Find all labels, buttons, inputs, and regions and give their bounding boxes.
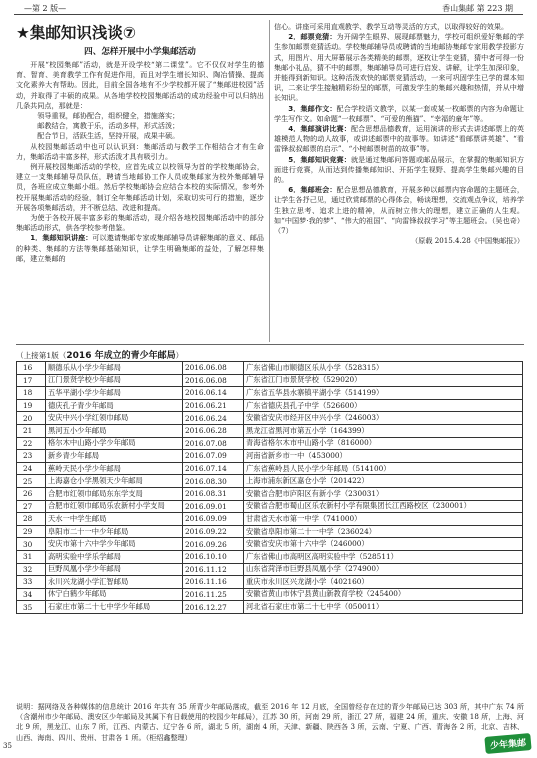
founded-date: 2016.06.28 — [183, 424, 244, 437]
school-address: 广东省佛山市高明区高明实验中学（528511） — [244, 550, 523, 563]
table-row — [17, 588, 523, 601]
paragraph: 领导重视，邮协配合，组织健全，措施落实； — [37, 111, 180, 121]
row-number: 34 — [17, 588, 46, 601]
office-name: 阜阳市二十一中少年邮局 — [46, 525, 183, 538]
page-number: 35 — [3, 742, 12, 750]
school-address: 河南省新乡市一中（453000） — [244, 450, 523, 463]
founded-date: 2016.07.08 — [183, 437, 244, 450]
table-row — [17, 450, 523, 463]
school-address: 安徽省合肥市蜀山区乐农新村小学有限集团长江西路校区（230001） — [244, 500, 523, 513]
school-address: 安徽省合肥市庐阳区有新小学（230031） — [244, 487, 523, 500]
row-number: 16 — [17, 362, 46, 375]
item-label: 5．集邮知识竞赛： — [288, 154, 351, 164]
table-row — [17, 424, 523, 437]
row-number: 27 — [17, 500, 46, 513]
row-number: 29 — [17, 525, 46, 538]
item-text: 配合思想品德教育，开展多种以邮票内容命题的主题班会，让学生各抒己见，通过欣赏邮票的心得体会，畅谈理想，交流观点争议，培养学生独立思考、追求上进的精神，从而树立伟大的理想，建立正确的人生观。如“中国梦·我的梦”、“伟大的祖国”、“向雷锋叔叔学习”等主题班会。（吴也奇）（7） — [274, 185, 525, 236]
school-address: 河北省石家庄市第二十七中学（050011） — [244, 601, 523, 614]
section-divider — [16, 344, 524, 345]
school-address: 安徽省阜阳市第二十一中学（236024） — [244, 525, 523, 538]
table-row — [17, 437, 523, 450]
paragraph: 从校园集邮活动中也可以认识到：集邮活动与教学工作相结合才有生命力，集邮活动丰富多样，形式活泼才具有吸引力。 — [16, 141, 264, 161]
school-address: 安徽省安庆市第十六中学（246000） — [244, 538, 523, 551]
caption-prefix: （上接第1版（ — [16, 351, 67, 360]
row-number: 30 — [17, 538, 46, 551]
office-name: 格尔木中山路小学少年邮局 — [46, 437, 183, 450]
item-label: 1．集邮知识讲座： — [30, 233, 93, 243]
table-row — [17, 513, 523, 526]
office-name: 天水一中学生邮局 — [46, 513, 183, 526]
office-name: 新乡青少年邮局 — [46, 450, 183, 463]
section-subtitle: 四、怎样开展中小学集邮活动 — [84, 47, 196, 57]
source-note: （原载 2015.4.28《中国集邮报》） — [411, 236, 524, 246]
row-number: 24 — [17, 462, 46, 475]
school-address: 广东省江门市景贤学校（529020） — [244, 374, 523, 387]
magazine-logo: 少年集邮 — [484, 733, 531, 754]
row-number: 19 — [17, 399, 46, 412]
item-label: 6．集邮班会： — [288, 185, 337, 195]
row-number: 20 — [17, 412, 46, 425]
founded-date: 2016.06.08 — [183, 374, 244, 387]
office-name: 休宁白鹤少年邮局 — [46, 588, 183, 601]
item-label: 2．邮票竞猜： — [288, 32, 337, 42]
column-divider — [269, 20, 270, 342]
item-label: 3．集邮作文： — [288, 103, 337, 113]
office-name: 蕉岭天民小学少年邮局 — [46, 462, 183, 475]
founded-date: 2016.09.22 — [183, 525, 244, 538]
paragraph: 配合节日，活跃生活，坚持开展，成果丰硕。 — [37, 131, 180, 141]
row-number: 23 — [17, 450, 46, 463]
founded-date: 2016.11.25 — [183, 588, 244, 601]
table-row — [17, 525, 523, 538]
table-row — [17, 538, 523, 551]
page-header — [14, 3, 523, 16]
caption-suffix: ） — [175, 351, 184, 360]
office-name: 安庆中兴小学红领巾邮局 — [46, 412, 183, 425]
row-number: 35 — [17, 601, 46, 614]
office-name: 顺德乐从小学少年邮局 — [46, 362, 183, 375]
item-label: 4．集邮演讲比赛： — [288, 124, 351, 134]
table-row — [17, 487, 523, 500]
office-name: 石家庄市第二十七中学少年邮局 — [46, 601, 183, 614]
founded-date: 2016.07.09 — [183, 450, 244, 463]
header-rule — [14, 14, 523, 15]
school-address: 安徽省黄山市休宁县黄山新教育学校（245400） — [244, 588, 523, 601]
table-row — [17, 462, 523, 475]
item-paragraph — [274, 185, 524, 236]
office-name: 永川兴龙湖小学汇智邮局 — [46, 576, 183, 589]
caption-highlight: 2016 年成立的青少年邮局 — [66, 351, 176, 361]
school-address: 重庆市永川区兴龙湖小学（402160） — [244, 576, 523, 589]
item-text: 为开阔学生眼界、展现邮票魅力，学校可组织爱好集邮的学生参加邮票竞猜活动。学校集邮辅导员或聘请的当地邮协集邮专家用教学投影方式，用图片、用大屏幕展示各类精美的邮票，逐枚让学生竞猜，猜中者可得一份集邮小礼品，猜不中的邮票，集邮辅导员可进行启发、讲解，让学生加深印象，并能得到新知识。这种活泼欢快的邮票竞猜活动，一来可巩固学生已学的课本知识，二来让学生接触精彩纷呈的邮票，可激发学生的集邮兴趣和热情，并从中增长知识。 — [274, 32, 525, 103]
office-name: 合肥市红领巾邮局东东学支局 — [46, 487, 183, 500]
row-number: 18 — [17, 387, 46, 400]
paragraph: 开展“校园集邮”活动，就是开设学校“第二课堂”。它不仅仅对学生的德育、智育、美育教学工作有促进作用，而且对学生增长知识、陶冶情操、提高文化素养大有帮助。因此，目前全国各地有不少学校都开展了“集邮进校园”活动，并取得了丰硕的成果。从各地学校校园集邮活动的成功经验中可以归纳出几条共同点，那就是： — [16, 60, 264, 110]
founded-date: 2016.06.24 — [183, 412, 244, 425]
school-address: 山东省菏泽市巨野县凤凰小学（274900） — [244, 563, 523, 576]
paragraph: 例开展校园集邮活动的学校，应首先成立以校领导为首的学校集邮协会，建立一支集邮辅导员队伍，聘请当地邮协工作人员或集邮家为校外集邮辅导员，各班应成立集邮小组。然后学校集邮协会应结合本校的实际情况，参考外校开展集邮活动的经验，制订全年集邮活动计划，采取切实可行的措施，逐步开展各项集邮活动，并不断总结、改进和提高。 — [16, 162, 264, 212]
table-row — [17, 563, 523, 576]
founded-date: 2016.06.08 — [183, 362, 244, 375]
row-number: 21 — [17, 424, 46, 437]
row-number: 22 — [17, 437, 46, 450]
paragraph: 为使于各校开展丰富多彩的集邮活动，现介绍各地校园集邮活动中的部分集邮活动形式，供各学校参考借鉴。 — [16, 213, 264, 233]
school-address: 广东省佛山市顺德区乐从小学（528315） — [244, 362, 523, 375]
edition-label: —第 2 版— — [24, 4, 67, 13]
school-address: 广东省蕉岭县人民小学少年邮局（514100） — [244, 462, 523, 475]
founded-date: 2016.10.10 — [183, 550, 244, 563]
founded-date: 2016.11.16 — [183, 576, 244, 589]
paragraph: 信心。讲座可采用直观教学、教学互动等灵活的方式，以取得较好的效果。 — [274, 22, 509, 31]
table-row — [17, 387, 523, 400]
item-text: 可以邀请集邮专家或集邮辅导员讲解集邮的意义、邮品的种类、集邮的方法等集邮基础知识，让学生明确集邮的益处，了解怎样集邮，建立集邮的 — [16, 233, 265, 263]
item-text: 配合学校语文教学，以某一套或某一枚邮票的内容为命题让学生写作文。如命题“一枚邮票”、“可爱的熊猫”、“幸福的童年”等。 — [274, 103, 525, 123]
article-left-column — [16, 22, 264, 264]
founded-date: 2016.09.09 — [183, 513, 244, 526]
founded-date: 2016.06.14 — [183, 387, 244, 400]
issue-label: 香山集邮 第 223 期 — [442, 4, 513, 13]
founded-date: 2016.12.27 — [183, 601, 244, 614]
row-number: 25 — [17, 475, 46, 488]
table-row — [17, 550, 523, 563]
item-paragraph — [274, 124, 524, 155]
item-text: 配合思想品德教育，运用演讲的形式去讲述邮票上的英雄模范人物的动人故事，或讲述邮票中的故事等。如讲述“看邮票讲英雄”、“看雷锋叔叔邮票的启示”、“小树邮票树苗的故事”等。 — [274, 124, 525, 154]
table-row — [17, 475, 523, 488]
office-name: 高明实验中学乐学邮局 — [46, 550, 183, 563]
school-address: 黑龙江省黑河市第五小学（164399） — [244, 424, 523, 437]
founded-date: 2016.09.01 — [183, 500, 244, 513]
office-name: 上海嘉仓小学黑领天少年邮局 — [46, 475, 183, 488]
post-office-table — [16, 361, 523, 614]
table-row — [17, 374, 523, 387]
table-note: 说明：据网络及各种媒体的信息统计 2016 年共有 35 所青少年邮局落成，截至 2016 年 12 月底，全国曾经存在过的青少年邮局已达 303 所，其中广东 74 所（含潮州市少年邮局、澳安区少年邮局及其属下有日载使用的校园少年邮局），江苏 30 所，河南 29 所，浙江 27 所，福建 24 所，重庆、安徽 18 所，上海、河北 9 所，黑龙江、山东 7 所，江西、内蒙古、辽宁各 6 所，湖北 5 所，湖南 4 所，天津、新疆、陕西各 3 所，云南、宁夏、广西、青海各 2 所，北京、吉林、山西、海南、四川、贵州、甘肃各 1 所。（柜绍鑫整理） — [16, 702, 524, 742]
office-name: 江门景贤学校少年邮局 — [46, 374, 183, 387]
row-number: 31 — [17, 550, 46, 563]
founded-date: 2016.07.14 — [183, 462, 244, 475]
article-right-column — [274, 22, 524, 246]
school-address: 青海省格尔木市中山路小学（816000） — [244, 437, 523, 450]
table-row — [17, 362, 523, 375]
school-address: 甘肃省天水市第一中学（741000） — [244, 513, 523, 526]
table-row — [17, 601, 523, 614]
item-paragraph — [16, 233, 264, 264]
row-number: 32 — [17, 563, 46, 576]
office-name: 合肥市红领巾邮局乐农新村小学支局 — [46, 500, 183, 513]
article-title: ★集邮知识浅谈⑦ — [16, 24, 137, 42]
school-address: 安徽省安庆市经开区中兴小学（246003） — [244, 412, 523, 425]
school-address: 广东省德庆县孔子中学（526600） — [244, 399, 523, 412]
founded-date: 2016.08.31 — [183, 487, 244, 500]
school-address: 广东省五华县水寨镇平湖小学（514199） — [244, 387, 523, 400]
school-address: 上海市浦东新区嘉仓小学（201422） — [244, 475, 523, 488]
paragraph: 邮教结合，寓教于乐，活动多样，形式活泼； — [37, 121, 180, 131]
table-row — [17, 500, 523, 513]
row-number: 26 — [17, 487, 46, 500]
office-name: 德庆孔子青少年邮局 — [46, 399, 183, 412]
table-row — [17, 576, 523, 589]
office-name: 巨野凤凰小学少年邮局 — [46, 563, 183, 576]
item-paragraph — [274, 104, 524, 124]
item-paragraph — [274, 155, 524, 186]
founded-date: 2016.08.30 — [183, 475, 244, 488]
founded-date: 2016.09.26 — [183, 538, 244, 551]
table-row — [17, 412, 523, 425]
row-number: 33 — [17, 576, 46, 589]
item-text: 就是通过集邮问答题或邮品展示，在掌握的集邮知识方面进行竞赛，从而达到传播集邮知识、开拓学生视野、提高学生集邮兴趣的目的。 — [274, 154, 525, 185]
office-name: 五华平湖小学少年邮局 — [46, 387, 183, 400]
founded-date: 2016.11.12 — [183, 563, 244, 576]
row-number: 17 — [17, 374, 46, 387]
row-number: 28 — [17, 513, 46, 526]
office-name: 黑河五小少年邮局 — [46, 424, 183, 437]
table-caption — [16, 348, 183, 361]
office-name: 安庆市第十六中学少年邮局 — [46, 538, 183, 551]
founded-date: 2016.06.21 — [183, 399, 244, 412]
table-row — [17, 399, 523, 412]
item-paragraph — [274, 32, 524, 103]
